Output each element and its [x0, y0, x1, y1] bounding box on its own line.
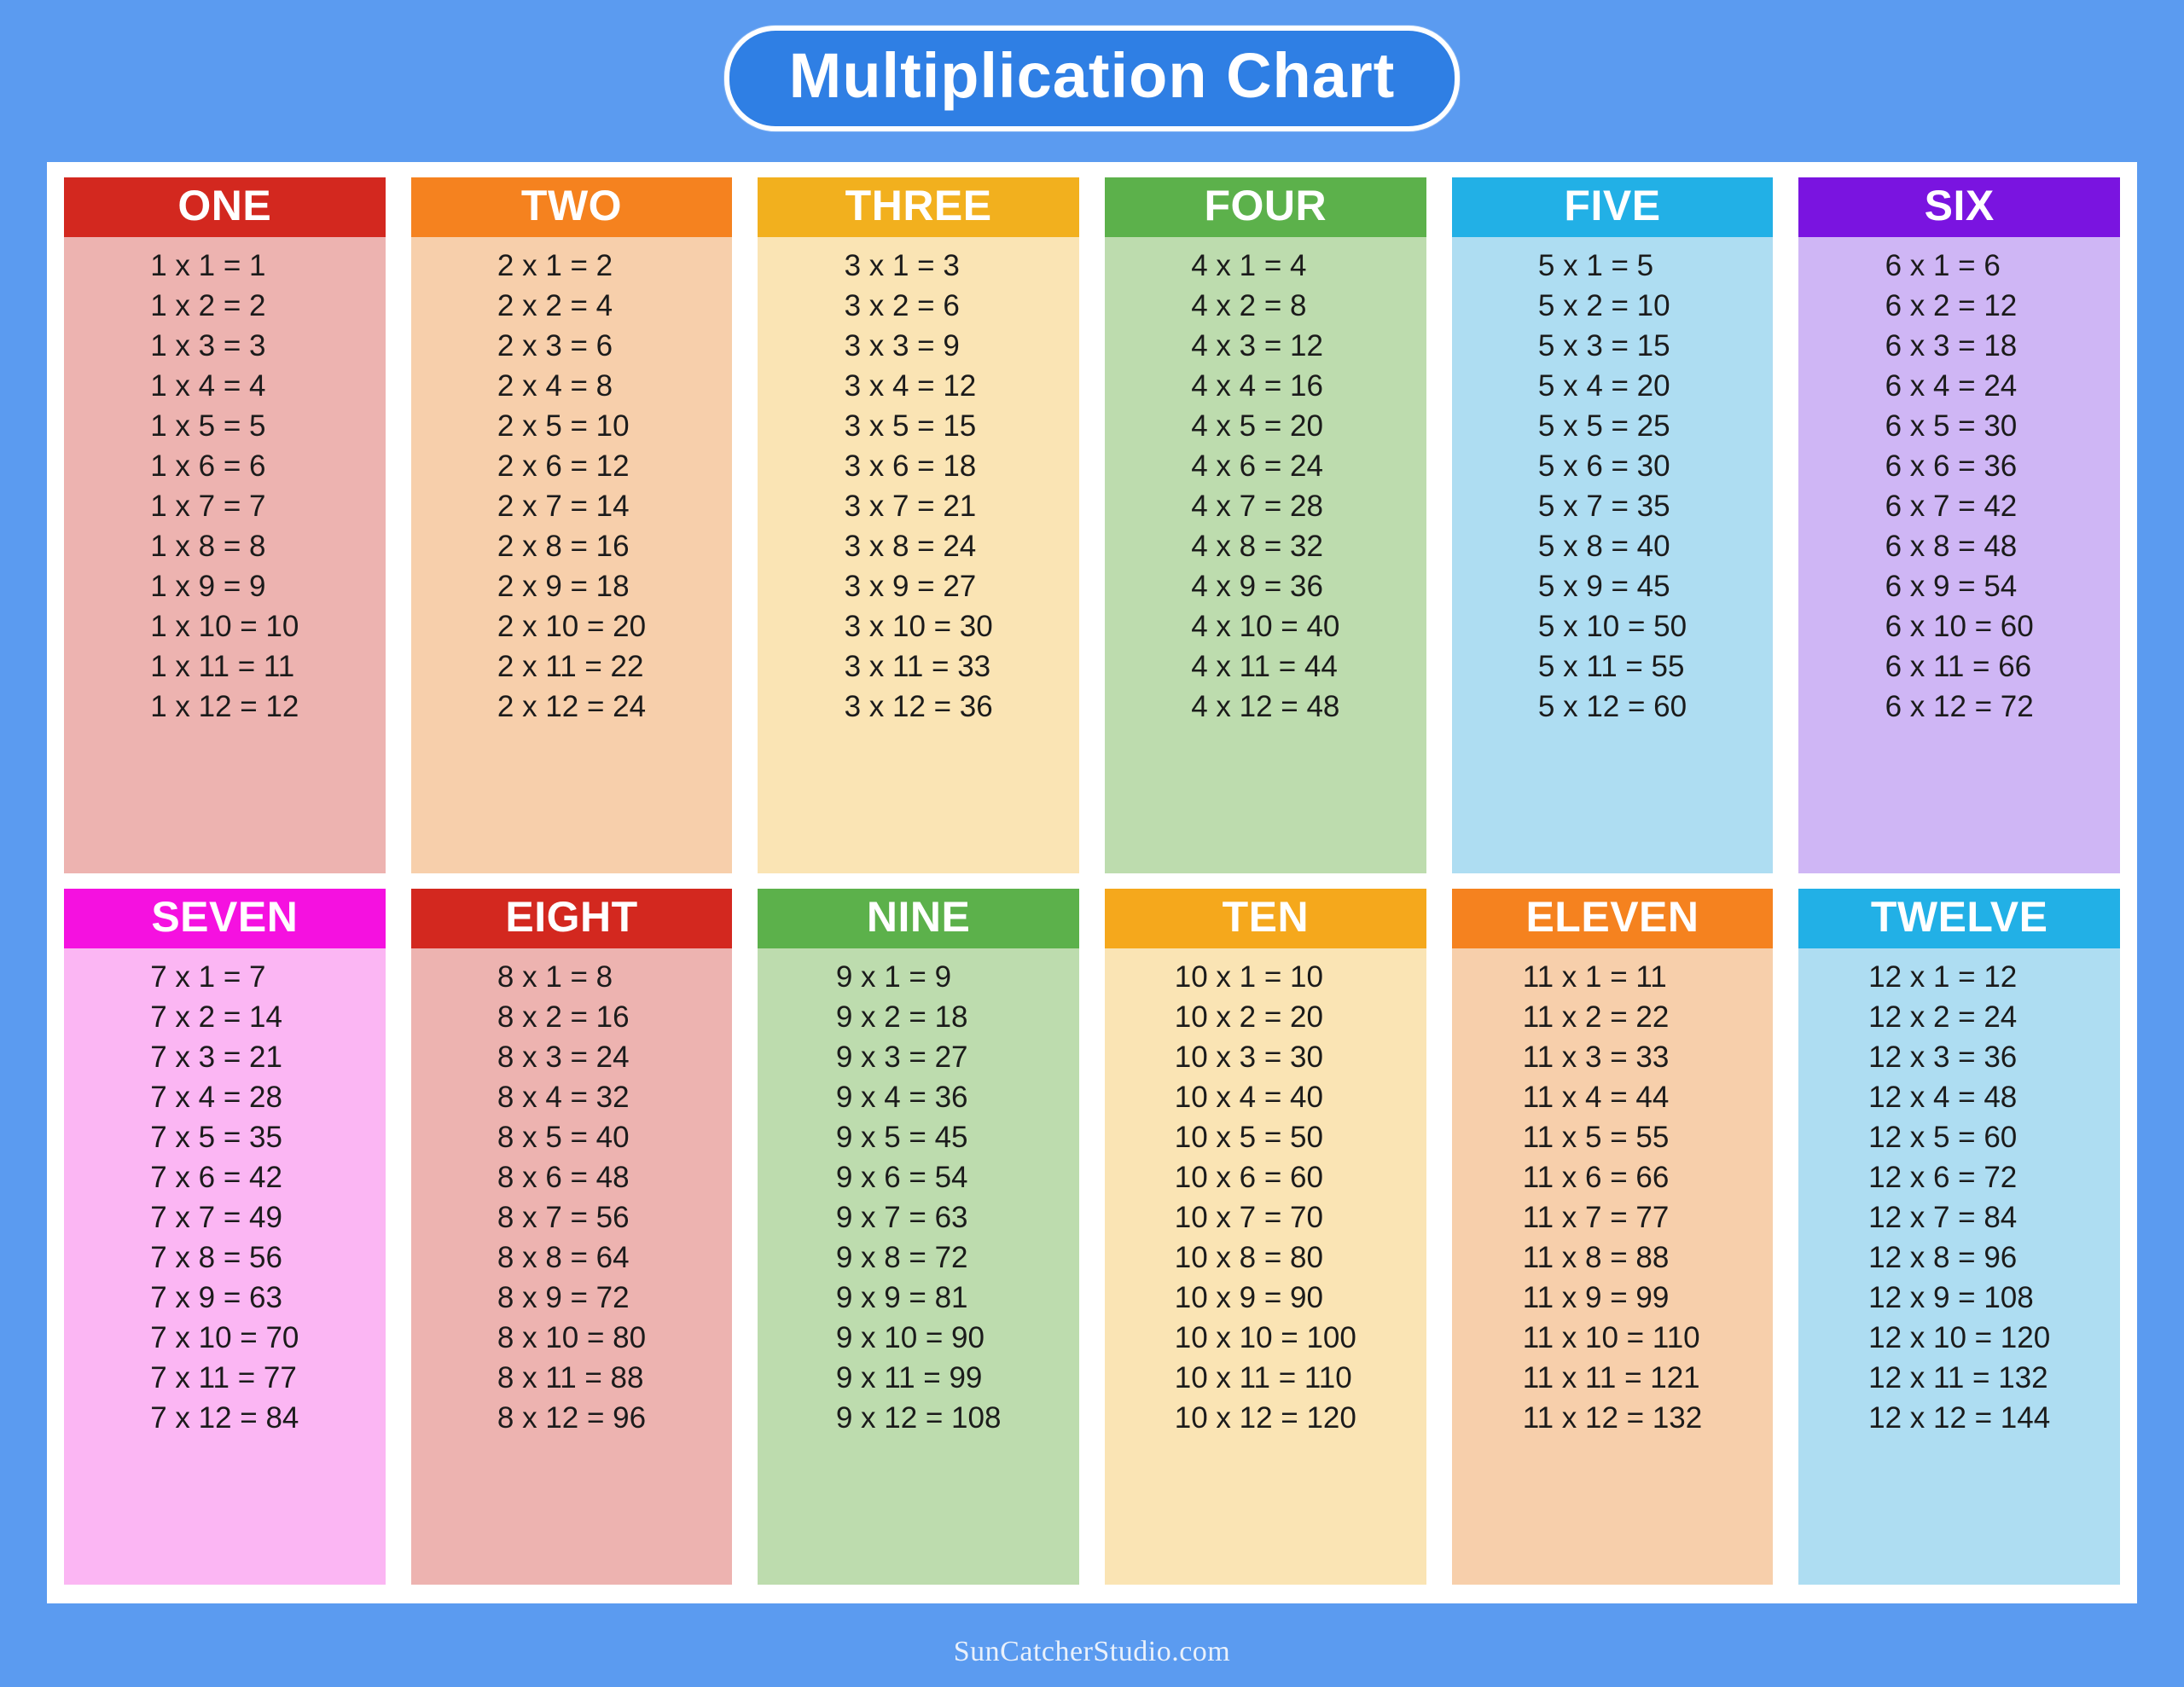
- times-table-row: 3 x 4 = 12: [844, 369, 977, 403]
- times-table-row: 11 x 11 = 121: [1522, 1361, 1700, 1394]
- times-table-row: 1 x 1 = 1: [150, 249, 266, 282]
- times-table-row: 1 x 9 = 9: [150, 570, 266, 603]
- times-table-row: 3 x 1 = 3: [844, 249, 960, 282]
- times-table-row: 2 x 4 = 8: [497, 369, 613, 403]
- times-table-row: 3 x 6 = 18: [844, 449, 977, 483]
- times-table-row: 9 x 2 = 18: [835, 1000, 968, 1034]
- times-table-row: 6 x 12 = 72: [1885, 690, 2034, 723]
- times-table-body: [1105, 948, 1426, 1585]
- times-table-row: 12 x 2 = 24: [1868, 1000, 2018, 1034]
- times-table-row: 12 x 11 = 132: [1868, 1361, 2048, 1394]
- times-table-header: ONE: [64, 177, 386, 237]
- times-table-row: 5 x 12 = 60: [1537, 690, 1687, 723]
- times-table-row: 2 x 5 = 10: [497, 409, 630, 443]
- times-table-row: 3 x 10 = 30: [844, 610, 993, 643]
- times-table-row: 6 x 5 = 30: [1885, 409, 2018, 443]
- times-table-header: TWO: [411, 177, 733, 237]
- times-table-row: 6 x 7 = 42: [1885, 490, 2018, 523]
- times-table-row: 6 x 10 = 60: [1885, 610, 2034, 643]
- times-table-row: 1 x 7 = 7: [150, 490, 266, 523]
- times-table-body: [1452, 237, 1774, 873]
- times-table-body: [411, 948, 733, 1585]
- times-table-row: 9 x 6 = 54: [835, 1161, 968, 1194]
- times-table-row: 6 x 8 = 48: [1885, 530, 2018, 563]
- times-table-row: 2 x 1 = 2: [497, 249, 613, 282]
- times-table-row: 5 x 7 = 35: [1537, 490, 1670, 523]
- times-table-row: 11 x 8 = 88: [1522, 1241, 1670, 1274]
- times-table-header: SEVEN: [64, 889, 386, 948]
- times-table-row: 5 x 3 = 15: [1537, 329, 1670, 362]
- times-table-row: 4 x 2 = 8: [1191, 289, 1307, 322]
- times-table-row: 6 x 3 = 18: [1885, 329, 2018, 362]
- times-table-row: 7 x 7 = 49: [150, 1201, 282, 1234]
- times-table-body: [1798, 237, 2120, 873]
- times-table-row: 10 x 5 = 50: [1174, 1121, 1323, 1154]
- times-table-row: 1 x 8 = 8: [150, 530, 266, 563]
- times-table-row: 7 x 8 = 56: [150, 1241, 282, 1274]
- times-table-row: 10 x 12 = 120: [1174, 1401, 1356, 1435]
- times-table-row: 8 x 1 = 8: [497, 960, 613, 994]
- times-table-row: 4 x 10 = 40: [1191, 610, 1340, 643]
- times-table-row: 11 x 2 = 22: [1522, 1000, 1670, 1034]
- times-table-row: 6 x 9 = 54: [1885, 570, 2018, 603]
- times-table-body: [758, 948, 1079, 1585]
- times-table-row: 5 x 9 = 45: [1537, 570, 1670, 603]
- chart-board: [47, 162, 2137, 1603]
- times-table-row: 12 x 7 = 84: [1868, 1201, 2018, 1234]
- title-pill: [724, 26, 1461, 131]
- times-table-row: 5 x 11 = 55: [1537, 650, 1685, 683]
- times-table-row: 2 x 10 = 20: [497, 610, 647, 643]
- times-table-row: 4 x 6 = 24: [1191, 449, 1323, 483]
- times-table-row: 6 x 11 = 66: [1885, 650, 2032, 683]
- times-table-row: 8 x 8 = 64: [497, 1241, 630, 1274]
- times-table-row: 5 x 10 = 50: [1537, 610, 1687, 643]
- times-table-row: 10 x 8 = 80: [1174, 1241, 1323, 1274]
- times-table-header: ELEVEN: [1452, 889, 1774, 948]
- times-table-row: 9 x 1 = 9: [835, 960, 952, 994]
- times-table-header: FIVE: [1452, 177, 1774, 237]
- times-table-row: 10 x 4 = 40: [1174, 1081, 1323, 1114]
- times-table-row: 8 x 5 = 40: [497, 1121, 630, 1154]
- times-table-row: 5 x 6 = 30: [1537, 449, 1670, 483]
- times-table-rows: [1191, 246, 1339, 727]
- times-table-rows: [497, 246, 646, 727]
- times-table-row: 4 x 8 = 32: [1191, 530, 1323, 563]
- times-table-row: 3 x 9 = 27: [844, 570, 977, 603]
- times-table-row: 2 x 12 = 24: [497, 690, 647, 723]
- times-table-row: 8 x 9 = 72: [497, 1281, 630, 1314]
- times-table-row: 3 x 2 = 6: [844, 289, 960, 322]
- times-table-row: 10 x 11 = 110: [1174, 1361, 1352, 1394]
- times-table-rows: [1523, 957, 1703, 1438]
- times-table-row: 7 x 3 = 21: [150, 1041, 282, 1074]
- times-table-row: 10 x 10 = 100: [1174, 1321, 1356, 1354]
- times-table-row: 12 x 8 = 96: [1868, 1241, 2018, 1274]
- times-table-row: 7 x 4 = 28: [150, 1081, 282, 1114]
- times-table-body: [64, 237, 386, 873]
- times-table-row: 6 x 1 = 6: [1885, 249, 2001, 282]
- times-table-row: 9 x 5 = 45: [835, 1121, 968, 1154]
- times-table-row: 4 x 7 = 28: [1191, 490, 1323, 523]
- times-table-body: [411, 237, 733, 873]
- times-table-row: 3 x 11 = 33: [844, 650, 991, 683]
- times-table-row: 8 x 3 = 24: [497, 1041, 630, 1074]
- times-table-body: [1452, 948, 1774, 1585]
- times-table-card: [64, 177, 386, 873]
- times-table-row: 9 x 8 = 72: [835, 1241, 968, 1274]
- times-table-row: 7 x 11 = 77: [150, 1361, 297, 1394]
- times-table-body: [64, 948, 386, 1585]
- times-table-row: 9 x 9 = 81: [835, 1281, 968, 1314]
- times-table-row: 12 x 9 = 108: [1868, 1281, 2034, 1314]
- times-table-row: 3 x 7 = 21: [844, 490, 977, 523]
- times-table-row: 9 x 4 = 36: [835, 1081, 968, 1114]
- times-table-row: 6 x 2 = 12: [1885, 289, 2018, 322]
- times-table-card: [1452, 177, 1774, 873]
- times-table-row: 1 x 2 = 2: [150, 289, 266, 322]
- times-table-row: 2 x 3 = 6: [497, 329, 613, 362]
- times-table-row: 11 x 5 = 55: [1522, 1121, 1670, 1154]
- times-table-row: 2 x 2 = 4: [497, 289, 613, 322]
- times-table-row: 8 x 12 = 96: [497, 1401, 647, 1435]
- times-table-row: 7 x 2 = 14: [150, 1000, 282, 1034]
- times-table-row: 5 x 5 = 25: [1537, 409, 1670, 443]
- times-table-row: 5 x 4 = 20: [1537, 369, 1670, 403]
- times-table-row: 12 x 3 = 36: [1868, 1041, 2018, 1074]
- times-table-rows: [1538, 246, 1687, 727]
- times-table-row: 2 x 8 = 16: [497, 530, 630, 563]
- times-table-row: 12 x 5 = 60: [1868, 1121, 2018, 1154]
- times-table-row: 7 x 5 = 35: [150, 1121, 282, 1154]
- times-table-row: 12 x 12 = 144: [1868, 1401, 2051, 1435]
- times-table-rows: [150, 957, 299, 1438]
- times-table-card: [1105, 177, 1426, 873]
- times-table-row: 9 x 7 = 63: [835, 1201, 968, 1234]
- times-table-row: 7 x 9 = 63: [150, 1281, 282, 1314]
- times-table-row: 11 x 12 = 132: [1522, 1401, 1703, 1435]
- times-table-row: 4 x 11 = 44: [1191, 650, 1338, 683]
- times-table-card: [64, 889, 386, 1585]
- times-table-row: 6 x 4 = 24: [1885, 369, 2018, 403]
- times-table-header: THREE: [758, 177, 1079, 237]
- times-table-row: 11 x 9 = 99: [1522, 1281, 1670, 1314]
- site-credit: SunCatcherStudio.com: [953, 1636, 1231, 1667]
- times-table-row: 11 x 1 = 11: [1522, 960, 1667, 994]
- times-table-header: FOUR: [1105, 177, 1426, 237]
- times-table-row: 3 x 12 = 36: [844, 690, 993, 723]
- times-table-row: 4 x 3 = 12: [1191, 329, 1323, 362]
- times-table-row: 3 x 8 = 24: [844, 530, 977, 563]
- times-table-row: 12 x 10 = 120: [1868, 1321, 2051, 1354]
- times-table-row: 8 x 2 = 16: [497, 1000, 630, 1034]
- title-container: [0, 26, 2184, 131]
- times-table-row: 3 x 3 = 9: [844, 329, 960, 362]
- times-table-row: 5 x 2 = 10: [1537, 289, 1670, 322]
- times-table-card: [1798, 889, 2120, 1585]
- times-table-row: 4 x 9 = 36: [1191, 570, 1323, 603]
- times-table-card: [1798, 177, 2120, 873]
- tables-grid: [64, 177, 2120, 1585]
- times-table-row: 1 x 6 = 6: [150, 449, 266, 483]
- times-table-row: 2 x 7 = 14: [497, 490, 630, 523]
- times-table-rows: [845, 246, 993, 727]
- times-table-rows: [1175, 957, 1356, 1438]
- times-table-row: 3 x 5 = 15: [844, 409, 977, 443]
- times-table-row: 10 x 6 = 60: [1174, 1161, 1323, 1194]
- times-table-row: 9 x 10 = 90: [835, 1321, 985, 1354]
- times-table-row: 11 x 10 = 110: [1522, 1321, 1700, 1354]
- times-table-row: 7 x 6 = 42: [150, 1161, 282, 1194]
- times-table-row: 4 x 5 = 20: [1191, 409, 1323, 443]
- times-table-row: 11 x 3 = 33: [1522, 1041, 1670, 1074]
- times-table-rows: [836, 957, 1002, 1438]
- times-table-card: [1105, 889, 1426, 1585]
- times-table-row: 1 x 3 = 3: [150, 329, 266, 362]
- times-table-row: 8 x 7 = 56: [497, 1201, 630, 1234]
- times-table-header: NINE: [758, 889, 1079, 948]
- times-table-row: 12 x 4 = 48: [1868, 1081, 2018, 1114]
- times-table-row: 1 x 10 = 10: [150, 610, 299, 643]
- times-table-row: 11 x 4 = 44: [1522, 1081, 1670, 1114]
- times-table-row: 6 x 6 = 36: [1885, 449, 2018, 483]
- times-table-row: 9 x 12 = 108: [835, 1401, 1002, 1435]
- times-table-row: 1 x 12 = 12: [150, 690, 299, 723]
- times-table-row: 12 x 6 = 72: [1868, 1161, 2018, 1194]
- times-table-row: 1 x 5 = 5: [150, 409, 266, 443]
- times-table-row: 10 x 7 = 70: [1174, 1201, 1323, 1234]
- times-table-row: 5 x 8 = 40: [1537, 530, 1670, 563]
- times-table-row: 10 x 9 = 90: [1174, 1281, 1323, 1314]
- times-table-row: 12 x 1 = 12: [1868, 960, 2018, 994]
- times-table-row: 8 x 11 = 88: [497, 1361, 644, 1394]
- times-table-header: TEN: [1105, 889, 1426, 948]
- times-table-rows: [497, 957, 646, 1438]
- times-table-row: 9 x 11 = 99: [835, 1361, 983, 1394]
- times-table-row: 7 x 1 = 7: [150, 960, 266, 994]
- times-table-card: [411, 889, 733, 1585]
- times-table-row: 4 x 1 = 4: [1191, 249, 1307, 282]
- times-table-card: [758, 177, 1079, 873]
- times-table-row: 10 x 3 = 30: [1174, 1041, 1323, 1074]
- times-table-row: 7 x 10 = 70: [150, 1321, 299, 1354]
- times-table-row: 5 x 1 = 5: [1537, 249, 1654, 282]
- times-table-card: [1452, 889, 1774, 1585]
- times-table-row: 11 x 6 = 66: [1522, 1161, 1670, 1194]
- times-table-body: [758, 237, 1079, 873]
- page-title: Multiplication Chart: [788, 40, 1396, 111]
- times-table-row: 9 x 3 = 27: [835, 1041, 968, 1074]
- times-table-row: 4 x 4 = 16: [1191, 369, 1323, 403]
- times-table-row: 1 x 11 = 11: [150, 650, 295, 683]
- times-table-row: 2 x 6 = 12: [497, 449, 630, 483]
- times-table-row: 4 x 12 = 48: [1191, 690, 1340, 723]
- times-table-row: 10 x 1 = 10: [1174, 960, 1323, 994]
- times-table-header: EIGHT: [411, 889, 733, 948]
- times-table-body: [1798, 948, 2120, 1585]
- times-table-rows: [150, 246, 299, 727]
- times-table-header: TWELVE: [1798, 889, 2120, 948]
- times-table-rows: [1868, 957, 2050, 1438]
- times-table-row: 2 x 9 = 18: [497, 570, 630, 603]
- times-table-row: 8 x 4 = 32: [497, 1081, 630, 1114]
- times-table-header: SIX: [1798, 177, 2120, 237]
- times-table-row: 11 x 7 = 77: [1522, 1201, 1670, 1234]
- times-table-card: [758, 889, 1079, 1585]
- times-table-card: [411, 177, 733, 873]
- times-table-row: 2 x 11 = 22: [497, 650, 644, 683]
- times-table-row: 10 x 2 = 20: [1174, 1000, 1323, 1034]
- times-table-row: 8 x 10 = 80: [497, 1321, 647, 1354]
- times-table-row: 1 x 4 = 4: [150, 369, 266, 403]
- times-table-row: 7 x 12 = 84: [150, 1401, 299, 1435]
- times-table-body: [1105, 237, 1426, 873]
- times-table-row: 8 x 6 = 48: [497, 1161, 630, 1194]
- times-table-rows: [1885, 246, 2034, 727]
